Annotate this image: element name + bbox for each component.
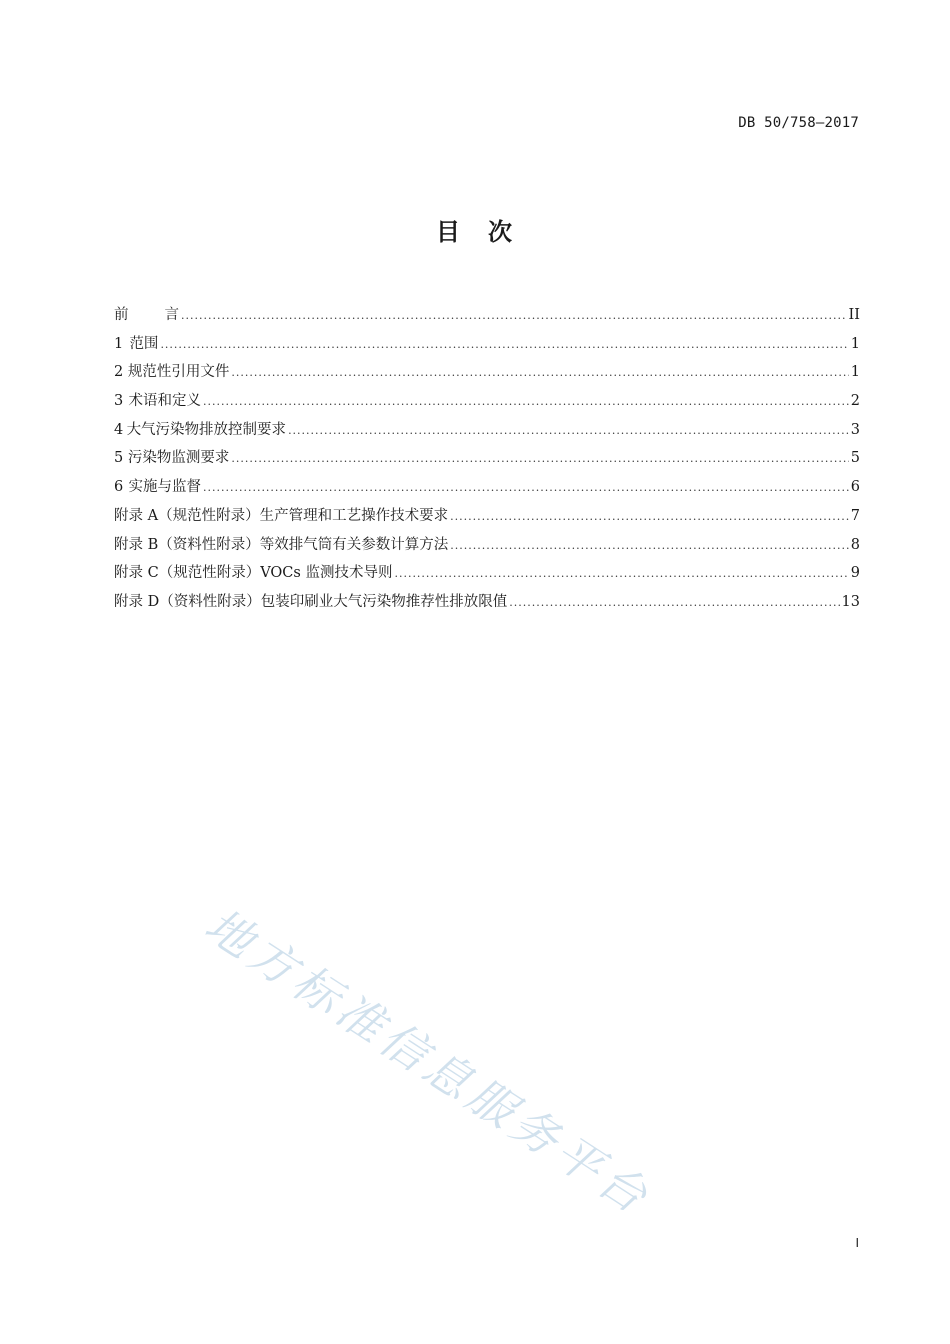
toc-leader <box>450 532 849 561</box>
toc-entry-label: VOCs 监测技术导则 <box>260 565 393 582</box>
toc-entry-page: 3 <box>850 421 860 438</box>
toc-entry-label: 前 言 <box>114 307 179 323</box>
toc-entry-section[interactable] <box>114 387 860 416</box>
toc-entry-page: 1 <box>850 335 860 352</box>
toc-entry-section[interactable] <box>114 330 860 359</box>
toc-entry-page: 9 <box>850 565 860 582</box>
title-part-2: 次 <box>488 218 514 246</box>
toc-entry-page: 1 <box>850 364 860 381</box>
toc-leader <box>181 302 847 331</box>
watermark: 地方标准信息服务平台 <box>195 897 662 1227</box>
toc-entry-section[interactable] <box>114 473 860 502</box>
toc-entry-label: 大气污染物排放控制要求 <box>126 421 287 438</box>
document-code: DB 50/758—2017 <box>738 115 859 131</box>
toc-leader <box>203 474 849 503</box>
toc-entry-page: 8 <box>850 536 860 553</box>
toc-entry-label: 污染物监测要求 <box>127 450 230 467</box>
toc-leader <box>394 560 848 589</box>
toc-entry-label: 包装印刷业大气污染物推荐性排放限值 <box>260 593 508 610</box>
table-of-contents <box>114 301 860 617</box>
page-number: I <box>855 1236 859 1250</box>
toc-leader <box>160 331 848 360</box>
title-part-1: 目 <box>436 218 462 246</box>
toc-entry-page: 7 <box>850 507 860 524</box>
toc-entry-label: 范围 <box>129 335 159 352</box>
toc-entry-number: 1 <box>114 335 124 352</box>
toc-entry-label: 术语和定义 <box>128 393 201 410</box>
toc-entry-number: 3 <box>114 393 124 410</box>
toc-entry-page: 6 <box>850 479 860 496</box>
toc-entry-label: 规范性引用文件 <box>127 364 230 381</box>
toc-entry-section[interactable] <box>114 358 860 387</box>
toc-entry-label: 生产管理和工艺操作技术要求 <box>259 507 449 524</box>
toc-entry-number: 4 <box>114 421 124 438</box>
toc-leader <box>450 503 849 532</box>
toc-annex-prefix: 附录 C（规范性附录） <box>114 565 261 582</box>
toc-leader <box>231 359 848 388</box>
toc-entry-page: 5 <box>850 450 860 467</box>
toc-entry-annex[interactable] <box>114 502 860 531</box>
toc-entry-page: 2 <box>850 393 860 410</box>
toc-entry-annex[interactable] <box>114 531 860 560</box>
toc-entry-label: 实施与监督 <box>128 479 201 496</box>
toc-entry-label: 等效排气筒有关参数计算方法 <box>259 536 449 553</box>
toc-leader <box>203 388 849 417</box>
toc-leader <box>288 417 849 446</box>
toc-annex-prefix: 附录 B（资料性附录） <box>114 536 260 553</box>
toc-entry-number: 2 <box>114 364 124 381</box>
toc-entry-preface[interactable] <box>114 301 860 330</box>
toc-entry-number: 6 <box>114 479 124 496</box>
toc-entry-annex[interactable] <box>114 559 860 588</box>
toc-entry-section[interactable] <box>114 416 860 445</box>
toc-entry-number: 5 <box>114 450 124 467</box>
toc-annex-prefix: 附录 A（规范性附录） <box>114 507 260 524</box>
toc-leader <box>509 589 839 618</box>
page-title <box>0 212 950 247</box>
toc-entry-section[interactable] <box>114 444 860 473</box>
toc-annex-prefix: 附录 D（资料性附录） <box>114 593 261 610</box>
toc-entry-page: II <box>848 307 860 323</box>
toc-leader <box>231 445 848 474</box>
toc-entry-page: 13 <box>841 593 860 610</box>
toc-entry-annex[interactable] <box>114 588 860 617</box>
